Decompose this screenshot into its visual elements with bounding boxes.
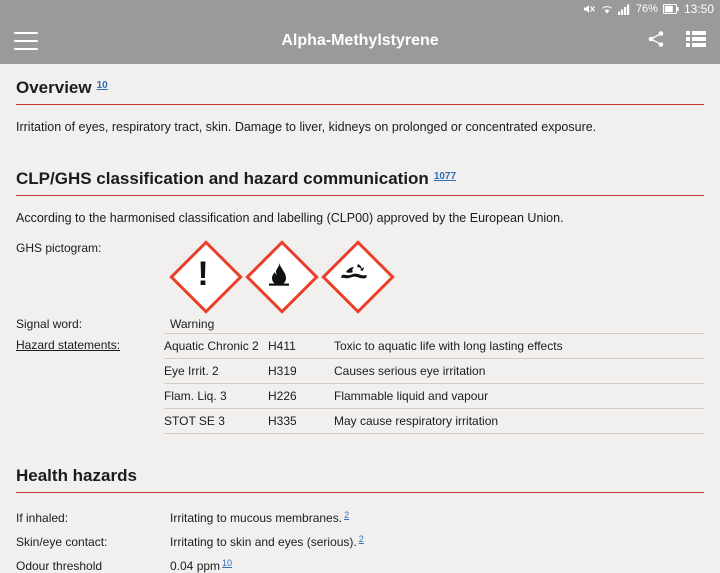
share-icon[interactable] [646, 29, 666, 54]
hamburger-menu-icon[interactable] [14, 32, 38, 50]
hazard-statements-label: Hazard statements: [16, 338, 121, 352]
hazard-statement: Toxic to aquatic life with long lasting effects [334, 339, 563, 353]
section-heading-health [16, 466, 704, 486]
health-row-inhaled [16, 511, 704, 525]
wifi-icon [601, 4, 613, 15]
section-heading-clp [16, 169, 704, 189]
health-heading-text: Health hazards [16, 466, 137, 485]
health-row-value: Irritating to mucous membranes. [170, 511, 343, 525]
hazard-statement: Causes serious eye irritation [334, 364, 486, 378]
hazard-statements-table [164, 333, 704, 434]
health-row-reference-link[interactable]: 2 [344, 510, 350, 520]
table-row [164, 409, 704, 434]
health-row-value: 0.04 ppm [170, 559, 221, 573]
ghs-pictogram-set [170, 241, 704, 307]
signal-icon [618, 4, 631, 15]
document-content[interactable] [0, 64, 720, 573]
table-row [164, 359, 704, 384]
health-divider [16, 492, 704, 493]
signal-word-label: Signal word: [16, 317, 83, 331]
hazard-statements-block [16, 333, 704, 434]
exclamation-mark-pictogram [170, 241, 236, 307]
health-row-value: Irritating to skin and eyes (serious). [170, 535, 357, 549]
health-row-skin-eye [16, 535, 704, 549]
health-hazard-rows [16, 511, 704, 573]
hazard-statement: Flammable liquid and vapour [334, 389, 489, 403]
app-bar [0, 18, 720, 64]
clp-reference-link[interactable]: 1077 [433, 170, 457, 182]
hazard-class: Flam. Liq. 3 [164, 389, 227, 403]
hazard-code: H319 [268, 364, 297, 378]
section-heading-overview [16, 78, 704, 98]
hazard-code: H411 [268, 339, 296, 353]
hazard-statement: May cause respiratory irritation [334, 414, 499, 428]
hazard-class: Aquatic Chronic 2 [164, 339, 259, 353]
page-title: Alpha-Methylstyrene [281, 32, 439, 49]
hazard-code: H335 [268, 414, 297, 428]
table-row [164, 384, 704, 409]
signal-word-value: Warning [170, 317, 215, 331]
clp-divider [16, 195, 704, 196]
overview-divider [16, 104, 704, 105]
health-row-reference-link[interactable]: 2 [358, 534, 364, 544]
health-row-reference-link[interactable]: 10 [222, 558, 233, 568]
mute-icon [583, 3, 596, 15]
clp-heading-text: CLP/GHS classification and hazard communication [16, 168, 429, 188]
clp-intro-text: According to the harmonised classification and labelling (CLP00) approved by the European Union. [16, 210, 564, 225]
status-bar [0, 0, 720, 18]
health-row-odour-threshold [16, 559, 704, 573]
environment-pictogram [322, 241, 388, 307]
signal-word-row [16, 317, 704, 331]
ghs-pictogram-label: GHS pictogram: [16, 241, 102, 255]
overview-text: Irritation of eyes, respiratory tract, skin. Damage to liver, kidneys on prolonged or concentrated exposure. [16, 120, 597, 134]
health-row-label: Odour threshold [16, 559, 103, 573]
hazard-class: Eye Irrit. 2 [164, 364, 219, 378]
battery-percent-label: 76% [635, 2, 658, 15]
exclamation-mark-glyph: ! [197, 255, 209, 293]
battery-icon [663, 4, 679, 14]
ghs-pictogram-row [16, 241, 704, 307]
overview-reference-link[interactable]: 10 [96, 80, 108, 91]
table-row [164, 334, 704, 359]
overview-heading-text: Overview [16, 78, 92, 97]
health-row-label: If inhaled: [16, 511, 69, 525]
list-view-icon[interactable] [686, 30, 706, 53]
clock-label: 13:50 [683, 2, 714, 16]
hazard-code: H226 [268, 389, 297, 403]
app-bar-actions [646, 29, 706, 54]
hazard-class: STOT SE 3 [164, 414, 225, 428]
health-row-label: Skin/eye contact: [16, 535, 108, 549]
flame-glyph [246, 241, 312, 307]
flame-pictogram [246, 241, 312, 307]
environment-glyph [322, 241, 388, 307]
